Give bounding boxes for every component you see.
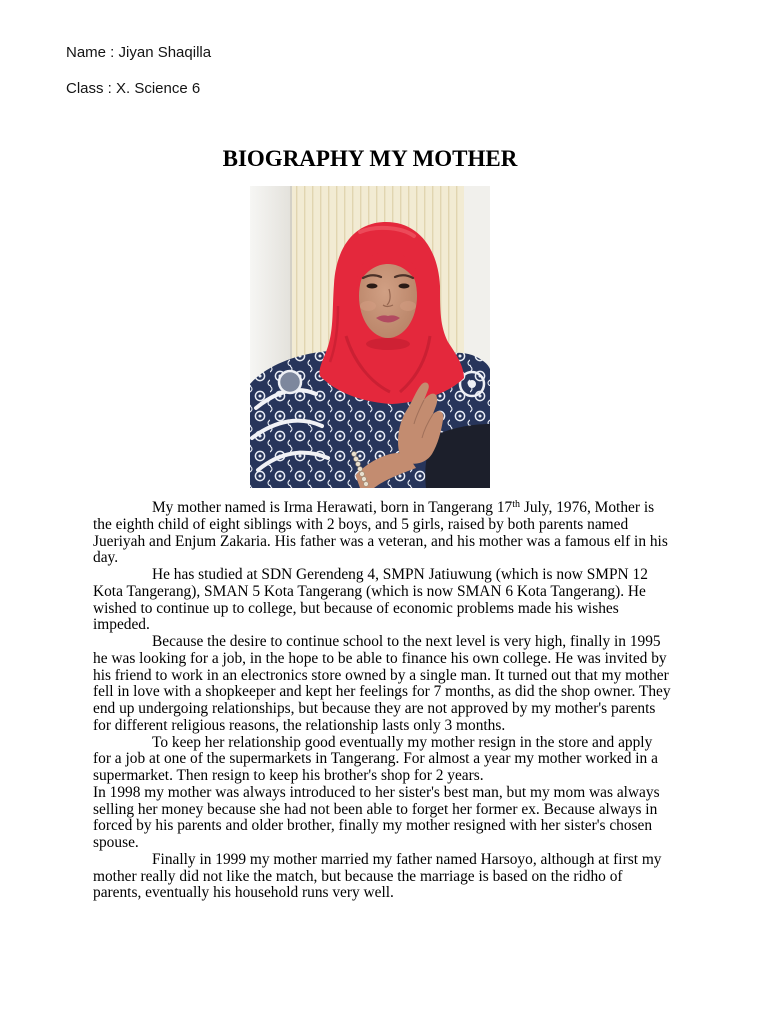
text-line: Because the desire to continue school to the next level is very high, finally in 1995 [152,633,661,650]
paragraph [93,500,713,567]
text-segment: My mother named is Irma Herawati, born in Tangerang 17 [152,499,513,516]
text-line: To keep her relationship good eventually my mother resign in the store and apply [152,733,653,751]
paragraph [93,567,713,634]
mother-portrait [250,186,490,488]
paragraph [93,634,713,735]
text-line: fell in love with a shopkeeper and kept her feelings for 7 months, as did the shop owner. They [93,683,671,701]
text-segment: July, 1976, Mother is [520,499,655,516]
text-line: Jueriyah and Enjum Zakaria. His father was a veteran, and his mother was a famous elf in his [93,532,668,550]
text-line: In 1998 my mother was always introduced to her sister's best man, but my mom was always [93,783,660,801]
biography-body [93,500,713,902]
mother-photo [250,186,490,488]
paragraph [93,785,713,852]
text-line: end up undergoing relationships, but because they are not approved by my mother's parents [93,700,656,717]
text-line: Finally in 1999 my mother married my father named Harsoyo, although at first my [152,850,662,868]
document-title: BIOGRAPHY MY MOTHER [222,146,518,171]
text-line: for a job at one of the supermarkets in Tangerang. For almost a year my mother worked in a [93,750,658,768]
text-line: spouse. [93,834,139,851]
paragraph [93,852,713,902]
text-line: He has studied at SDN Gerendeng 4, SMPN Jatiuwung (which is now SMPN 12 [152,566,648,583]
student-class: Class : X. Science 6 [66,80,201,97]
student-name: Name : Jiyan Shaqilla [66,44,212,61]
text-line: the eighth child of eight siblings with 2 boys, and 5 girls, raised by both parents named [93,515,629,533]
text-line: supermarket. Then resign to keep his brother's shop for 2 years. [93,767,484,784]
text-line: day. [93,549,119,567]
text-line: Kota Tangerang), SMAN 5 Kota Tangerang (which is now SMAN 6 Kota Tangerang). He [93,582,646,600]
text-line [93,500,713,517]
text-line: his friend to work in an electronics store owned by a single man. It turned out that my mother [93,666,669,684]
text-line: selling her money because she had not been able to forget her former ex. Because always in [93,800,658,818]
text-line: parents, eventually his household runs very well. [93,884,394,902]
paragraph [93,735,713,785]
text-line: wished to continue up to college, but because of economic problems made his wishes [93,599,619,617]
text-line: he was looking for a job, in the hope to be able to finance his own college. He was invited by [93,649,667,667]
text-line: mother really did not like the match, but because the marriage is based on the ridho of [93,867,623,885]
ordinal-superscript: th [512,499,520,510]
text-line: impeded. [93,616,150,634]
text-line: for different religious reasons, the relationship lasts only 3 months. [93,716,506,734]
text-line: forced by his parents and older brother, finally my mother resigned with her sister's chosen [93,817,653,835]
